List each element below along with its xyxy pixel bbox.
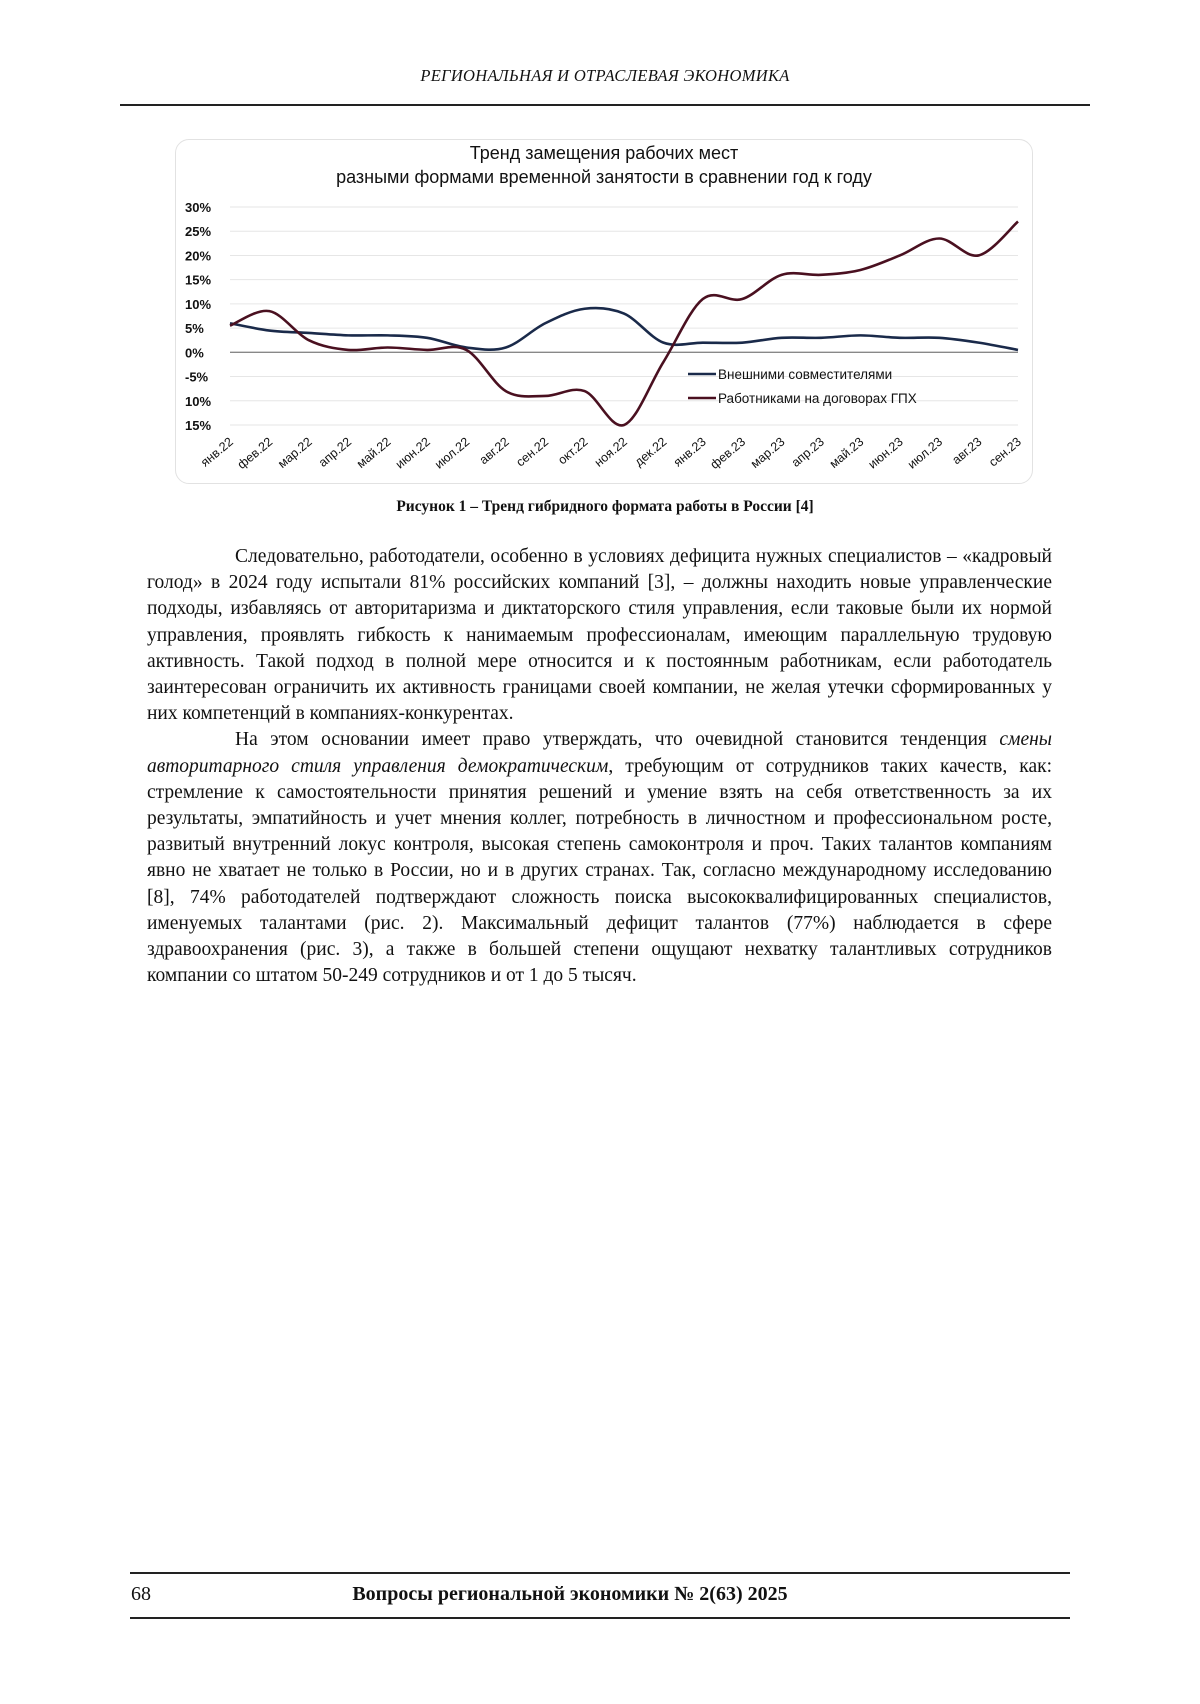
footer-rule-top xyxy=(130,1572,1070,1574)
x-tick-label: сен.23 xyxy=(986,434,1024,470)
article-body xyxy=(147,544,1052,989)
paragraph-2-emphasis: смены авторитарного стиля управления демократическим xyxy=(147,729,1052,777)
line-chart xyxy=(176,140,1032,483)
x-tick-label: июн.23 xyxy=(865,434,906,472)
y-tick-label: 10% xyxy=(185,393,212,409)
x-tick-label: сен.22 xyxy=(513,434,552,470)
y-tick-label: 25% xyxy=(185,224,212,240)
figure-caption: Рисунок 1 – Тренд гибридного формата работы в России [4] xyxy=(396,498,814,515)
x-tick-label: май.22 xyxy=(353,434,394,471)
x-tick-label: мар.22 xyxy=(275,434,315,471)
page-number: 68 xyxy=(131,1583,151,1605)
x-tick-label: апр.23 xyxy=(788,434,827,470)
x-tick-label: май.23 xyxy=(826,434,867,471)
paragraph-2-start: На этом основании имеет право утверждать, что очевидной становится тенденция xyxy=(235,729,1000,751)
x-tick-label: дек.22 xyxy=(631,434,670,470)
running-head: РЕГИОНАЛЬНАЯ И ОТРАСЛЕВАЯ ЭКОНОМИКА xyxy=(420,66,790,85)
y-tick-label: 15% xyxy=(185,272,212,288)
header-rule xyxy=(120,104,1090,106)
paragraph-1: Следовательно, работодатели, особенно в условиях дефицита нужных специалистов – «кадровый голод» в 2024 году испытали 81% российских компаний [3], – должны находить новые управленческие подходы, избавляясь от авторитаризма и диктаторского стиля управления, если таковые были их нормой управления, проявлять гибкость к нанимаемым профессионалам, имеющим параллельную трудовую активность. Такой подход в полной мере относится и к постоянным работникам, если работодатель заинтересован ограничить их активность границами своей компании, не желая утечки сформированных у них компетенций в компаниях-конкурентах. xyxy=(147,546,1052,725)
x-tick-label: ноя.22 xyxy=(591,434,630,470)
x-tick-label: окт.22 xyxy=(555,434,591,468)
x-tick-label: фев.23 xyxy=(707,434,749,472)
y-tick-label: 10% xyxy=(185,296,212,312)
x-tick-label: янв.22 xyxy=(198,434,236,470)
x-tick-label: авг.22 xyxy=(476,434,512,468)
legend-label: Работниками на договорах ГПХ xyxy=(718,391,917,406)
x-tick-label: апр.22 xyxy=(315,434,355,470)
x-tick-label: июн.22 xyxy=(392,434,433,472)
y-tick-label: 0% xyxy=(185,345,204,361)
y-tick-label: 5% xyxy=(185,321,204,337)
y-tick-label: -5% xyxy=(185,369,209,385)
x-tick-label: июл.23 xyxy=(904,434,946,472)
x-tick-label: июл.22 xyxy=(432,434,473,472)
journal-title: Вопросы региональной экономики № 2(63) 2025 xyxy=(352,1583,788,1605)
x-tick-label: янв.23 xyxy=(670,434,709,470)
footer-rule-bottom xyxy=(130,1617,1070,1619)
paragraph-2-end: , требующим от сотрудников таких качеств, как: стремление к самостоятельности принятия решений и умение взять на себя ответственность за их результаты, эмпатийность и учет мнения коллег, потребность в личностном и профессиональном росте, развитый внутренний локус контроля, высокая степень самоконтроля и проч. Таких талантов компаниям явно не хватает не только в России, но и в других странах. Так, согласно международному исследованию [8], 74% работодателей подтверждают сложность поиска высококвалифицированных специалистов, именуемых талантами (рис. 2). Максимальный дефицит талантов (77%) наблюдается в сфере здравоохранения (рис. 3), а также в большей степени ощущают нехватку талантливых сотрудников компании со штатом 50-249 сотрудников и от 1 до 5 тысяч. xyxy=(147,755,1052,987)
y-tick-label: 20% xyxy=(185,248,212,264)
series-line-1 xyxy=(230,308,1018,350)
x-tick-label: авг.23 xyxy=(949,434,985,468)
x-tick-label: фев.22 xyxy=(234,434,276,472)
chart-title-line: Тренд замещения рабочих мест xyxy=(469,143,739,163)
chart-title-line: разными формами временной занятости в сравнении год к году xyxy=(336,167,872,187)
figure-chart xyxy=(175,139,1033,484)
paragraph-2 xyxy=(147,727,1052,989)
x-tick-label: мар.23 xyxy=(747,434,788,471)
y-tick-label: 15% xyxy=(185,418,212,433)
legend-label: Внешними совместителями xyxy=(718,367,893,382)
y-tick-label: 30% xyxy=(185,200,212,215)
